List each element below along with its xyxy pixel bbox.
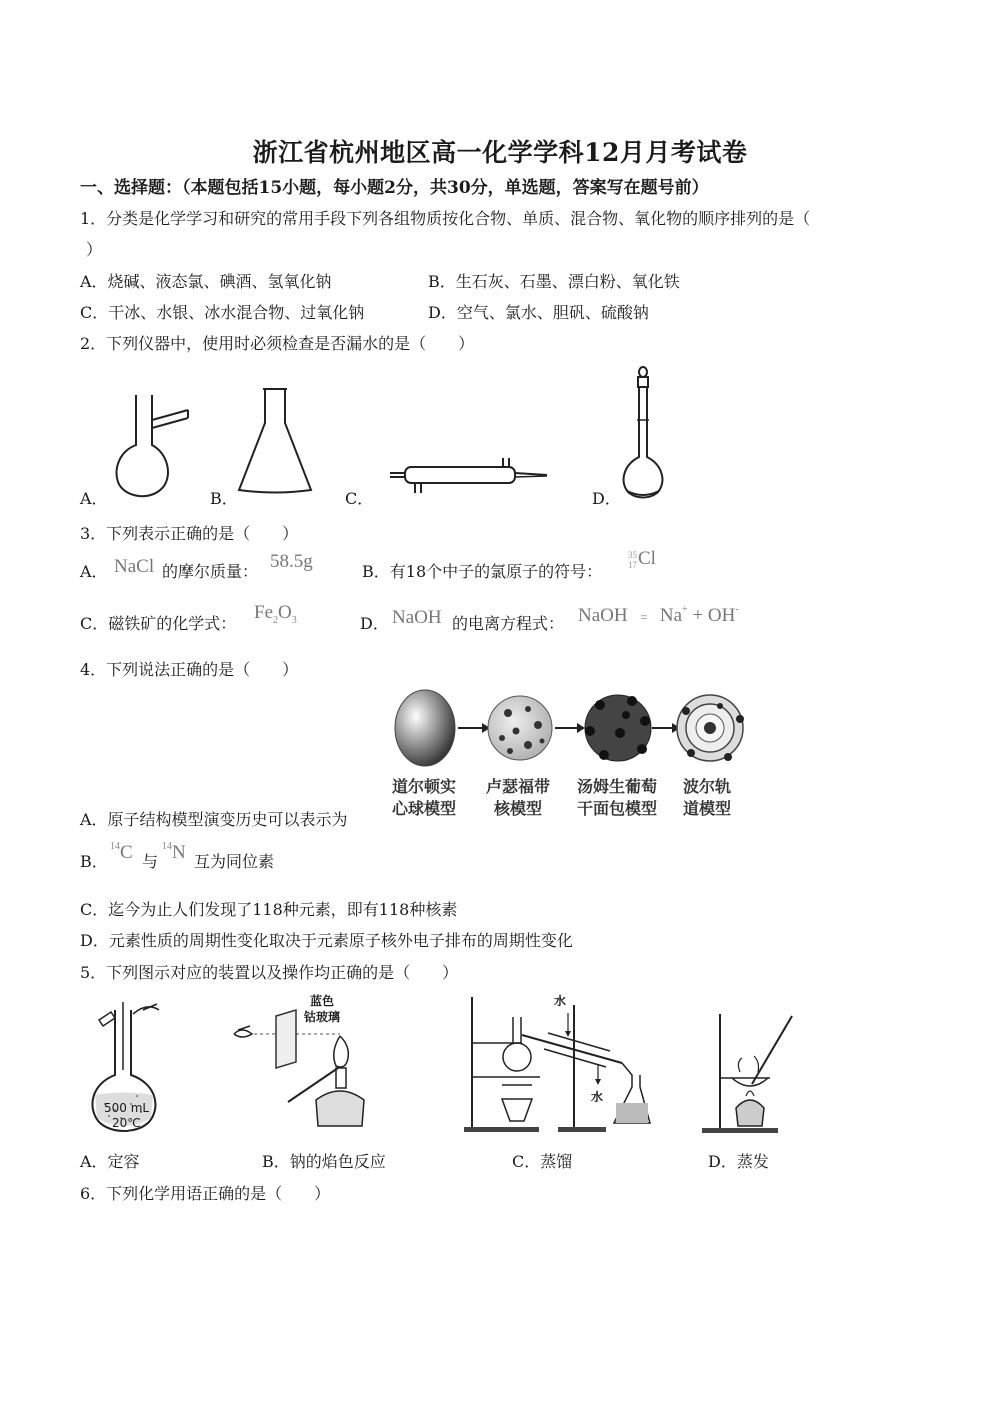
q2-option-b: B． [210,489,238,508]
q4-b-n-mass: 14 [162,841,172,852]
q1-option-b: B．生石灰、石墨、漂白粉、氧化铁 [428,272,680,291]
model-label-bohr [683,776,731,820]
q3-b-element: Cl [638,548,656,569]
q3-option-a-label: A． [80,562,108,581]
model-dalton-line1: 道尔顿实 [392,777,457,796]
q3-d-left: NaOH [578,605,628,626]
q3-c-fe: Fe [254,602,273,623]
model-dalton-line2: 心球模型 [392,799,457,818]
distilling-flask-figure [110,390,190,505]
q4-b-c-mass: 14 [110,841,120,852]
q3-b-mass: 35 [628,549,637,560]
flame-test-figure [230,1010,380,1135]
q2-option-c: C． [345,489,374,508]
q5-stem: 5．下列图示对应的装置以及操作均正确的是（ ） [80,963,459,982]
q3-a-value: 58.5g [270,551,313,572]
cobalt-glass-label1: 蓝色 [310,994,335,1008]
q4-b-and: 与 [142,852,159,871]
water-inlet-label: 水 [554,994,567,1008]
q4-b-c-symbol: C [120,842,133,863]
atom-model-evolution-figure [390,683,750,778]
model-label-dalton [392,776,456,820]
model-rutherford-line2: 核模型 [494,799,543,818]
q5-option-a: A．定容 [80,1152,140,1171]
q5-option-b: B．钠的焰色反应 [262,1152,386,1171]
condenser-figure [385,455,555,500]
flask-temp-label: 20℃ [112,1116,141,1130]
q3-b-number: 17 [628,559,637,570]
q3-d-equation [578,605,739,627]
model-bohr-line2: 道模型 [683,799,732,818]
q3-a-formula: NaCl [114,556,155,577]
q4-option-d: D．元素性质的周期性变化取决于元素原子核外电子排布的周期性变化 [80,931,573,950]
q4-option-a: A．原子结构模型演变历史可以表示为 [80,810,348,829]
water-outlet-label: 水 [591,1090,604,1104]
q5-option-c: C．蒸馏 [512,1152,573,1171]
q3-d-arrow: = [640,610,648,624]
q4-option-c: C．迄今为止人们发现了118种元素，即有118种核素 [80,900,458,919]
q3-c-o: O [278,602,292,623]
q3-option-d-label: D． [360,614,389,633]
q3-c-sub1: 2 [273,615,278,626]
q1-option-c: C．干冰、水银、冰水混合物、过氧化钠 [80,303,365,322]
q3-d-oh: + OH [692,605,736,626]
q1-stem-end: ） [86,240,103,259]
model-thomson-line2: 干面包模型 [577,799,658,818]
q3-a-text: 的摩尔质量： [162,562,259,581]
q4-b-isotope-c [110,842,133,864]
volumetric-flask-figure [615,365,675,503]
flask-volume-label: 500 mL [104,1101,150,1115]
q4-b-text: 互为同位素 [194,852,275,871]
q3-stem: 3．下列表示正确的是（ ） [80,524,299,543]
q3-b-nuclide-numbers [628,550,637,570]
distillation-apparatus-figure [462,995,652,1135]
model-label-rutherford [486,776,550,820]
q1-stem: 1．分类是化学学习和研究的常用手段下列各组物质按化合物、单质、混合物、氧化物的顺序排列的是（ [80,209,811,228]
evaporation-apparatus-figure [700,1012,810,1137]
q3-b-symbol [628,548,656,570]
model-rutherford-line1: 卢瑟福带 [486,777,551,796]
q2-option-a: A． [80,489,108,508]
q3-option-b: B．有18个中子的氯原子的符号： [362,562,603,581]
q3-d-minus: - [735,604,739,615]
q3-c-sub2: 3 [291,615,297,626]
model-bohr-line1: 波尔轨 [683,777,732,796]
cobalt-glass-label2: 钴玻璃 [304,1010,341,1024]
q3-d-text: 的电离方程式： [452,614,565,633]
q3-option-c: C．磁铁矿的化学式： [80,614,237,633]
q3-d-plus: + [682,604,688,615]
exam-title: 浙江省杭州地区高一化学学科12月月考试卷 [252,138,748,167]
q4-stem: 4．下列说法正确的是（ ） [80,660,299,679]
q1-option-d: D．空气、氯水、胆矾、硫酸钠 [428,303,649,322]
q2-stem: 2．下列仪器中，使用时必须检查是否漏水的是（ ） [80,334,475,353]
q3-d-na: Na [659,605,683,626]
q6-stem: 6．下列化学用语正确的是（ ） [80,1184,331,1203]
q1-option-a: A．烧碱、液态氯、碘酒、氢氧化钠 [80,272,332,291]
q4-option-b-label: B． [80,852,108,871]
q3-d-formula: NaOH [392,607,442,628]
conical-flask-figure [235,385,315,500]
q2-option-d: D． [592,489,621,508]
q4-b-isotope-n [162,842,186,864]
section-heading: 一、选择题：（本题包括15小题，每小题2分，共30分，单选题，答案写在题号前） [80,178,709,198]
model-label-thomson [577,776,657,820]
q3-c-formula [254,602,297,624]
q4-b-n-symbol: N [172,842,186,863]
q5-option-d: D．蒸发 [708,1152,769,1171]
model-thomson-line1: 汤姆生葡萄 [577,777,658,796]
